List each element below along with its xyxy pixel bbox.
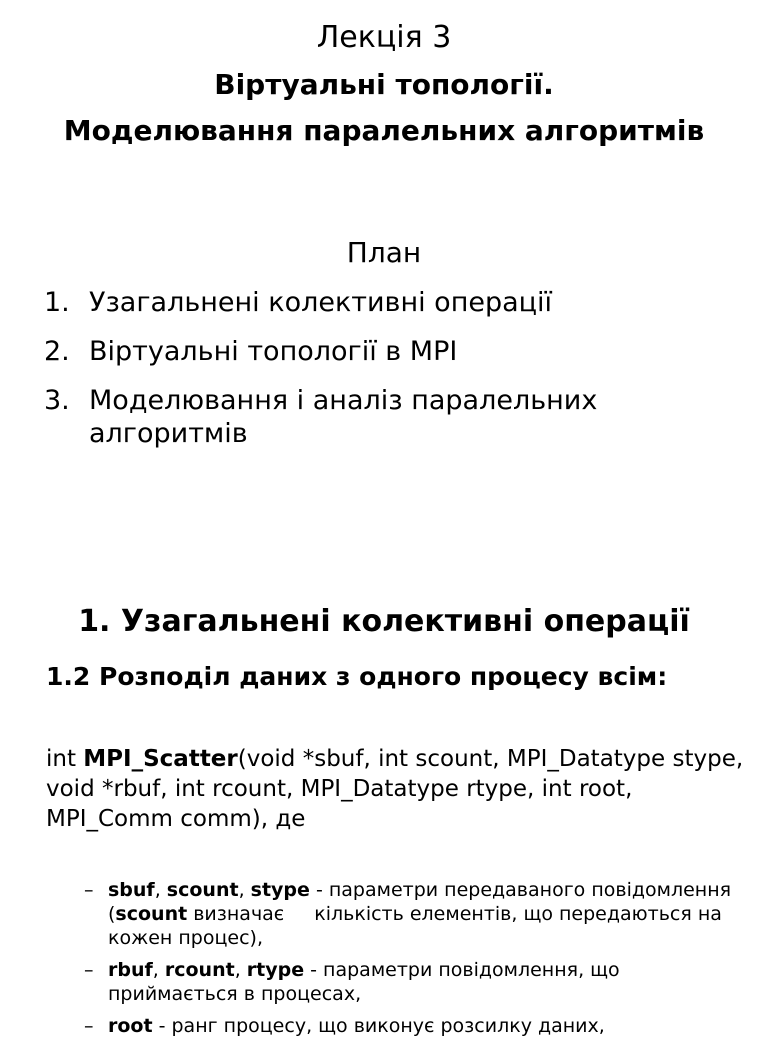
plan-item xyxy=(44,286,744,319)
function-signature xyxy=(46,744,746,834)
plan-item xyxy=(44,384,744,450)
param-name: rcount xyxy=(164,959,235,981)
param-description: - параметри повідомлення, що приймається в процесах, xyxy=(108,959,620,1005)
parameter-item xyxy=(84,958,744,1006)
param-description: - ранг процесу, що виконує розсилку даних, xyxy=(152,1015,605,1037)
lecture-number: Лекція 3 xyxy=(316,20,452,55)
dash-bullet: – xyxy=(84,1015,94,1037)
plan-item-number: 2. xyxy=(44,336,70,367)
param-name: rtype xyxy=(246,959,305,981)
plan-list xyxy=(44,286,744,466)
plan-item-number: 3. xyxy=(44,385,70,416)
param-name: rbuf xyxy=(108,959,153,981)
param-name: scount xyxy=(115,903,188,925)
parameter-item xyxy=(84,1014,744,1038)
param-name: sbuf xyxy=(108,879,155,901)
dash-bullet: – xyxy=(84,959,94,981)
plan-heading: План xyxy=(346,236,422,269)
function-name: MPI_Scatter xyxy=(83,746,238,772)
param-description: кількість елементів, що передаються на кожен процес), xyxy=(108,903,722,949)
param-name: stype xyxy=(250,879,310,901)
signature-prefix: int xyxy=(46,746,84,772)
parameter-item xyxy=(84,878,744,950)
parameter-list xyxy=(84,878,744,1046)
lecture-title-line1: Віртуальні топології. xyxy=(214,68,554,101)
separator: , xyxy=(238,879,251,901)
separator: , xyxy=(154,879,167,901)
plan-item-text: Узагальнені колективні операції xyxy=(89,287,553,318)
separator: , xyxy=(234,959,247,981)
signature-args: (void *sbuf, int scount, MPI_Datatype stype, void *rbuf, int rcount, MPI_Datatype rtype, int root, MPI_Comm comm), де xyxy=(46,746,744,832)
plan-item xyxy=(44,335,744,368)
param-name: scount xyxy=(166,879,239,901)
dash-bullet: – xyxy=(84,879,94,901)
plan-item-text: Моделювання і аналіз паралельних алгоритмів xyxy=(89,385,598,449)
plan-item-text: Віртуальні топології в MPI xyxy=(89,336,458,367)
param-description: визначає xyxy=(187,903,285,925)
subsection-heading: 1.2 Розподіл даних з одного процесу всім: xyxy=(46,662,668,691)
section-heading: 1. Узагальнені колективні операції xyxy=(78,604,690,639)
separator: , xyxy=(152,959,165,981)
lecture-title-line2: Моделювання паралельних алгоритмів xyxy=(63,114,705,147)
plan-item-number: 1. xyxy=(44,287,70,318)
param-description: - параметри передаваного повідомлення ( xyxy=(108,879,732,925)
param-name: root xyxy=(108,1015,153,1037)
